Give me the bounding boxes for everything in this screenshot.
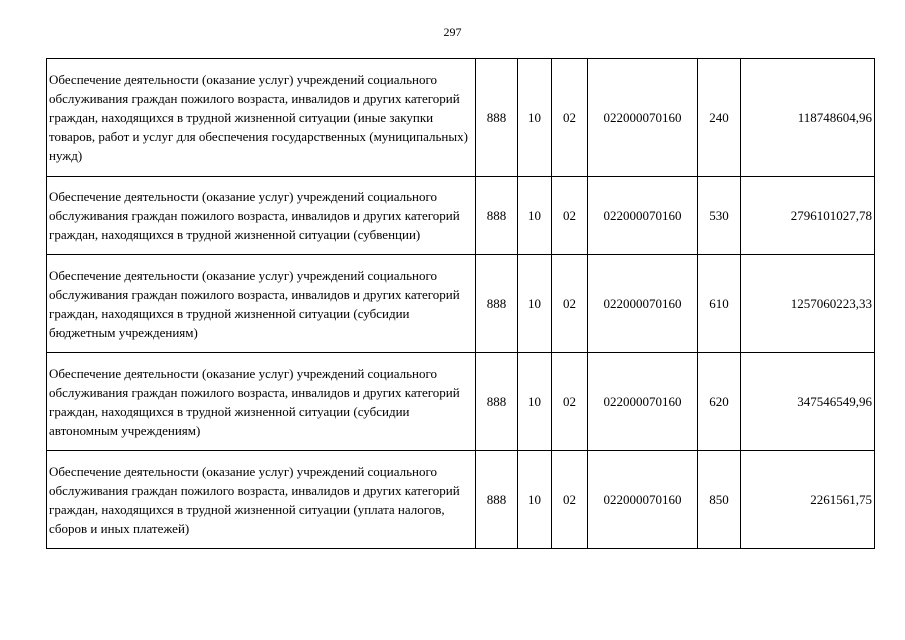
table-row bbox=[47, 59, 875, 177]
sum-cell: 118748604,96 bbox=[741, 59, 875, 177]
section-code-cell: 10 bbox=[518, 451, 552, 549]
target-article-cell: 022000070160 bbox=[588, 59, 698, 177]
section-code-cell: 10 bbox=[518, 59, 552, 177]
section-code-cell: 10 bbox=[518, 353, 552, 451]
page-number: 297 bbox=[443, 25, 462, 39]
subsection-code-cell: 02 bbox=[552, 451, 588, 549]
expense-type-cell: 530 bbox=[698, 177, 741, 255]
ministry-code-cell: 888 bbox=[476, 255, 518, 353]
ministry-code-cell: 888 bbox=[476, 177, 518, 255]
target-article-cell: 022000070160 bbox=[588, 451, 698, 549]
expense-type-cell: 850 bbox=[698, 451, 741, 549]
target-article-cell: 022000070160 bbox=[588, 255, 698, 353]
target-article-cell: 022000070160 bbox=[588, 177, 698, 255]
subsection-code-cell: 02 bbox=[552, 59, 588, 177]
expense-name-cell: Обеспечение деятельности (оказание услуг) учреждений социального обслуживания граждан пожилого возраста, инвалидов и других категорий граждан, находящихся в трудной жизненной ситуации (субсидии бюджетным учреждениям) bbox=[47, 255, 476, 353]
subsection-code-cell: 02 bbox=[552, 177, 588, 255]
subsection-code-cell: 02 bbox=[552, 255, 588, 353]
table-row bbox=[47, 255, 875, 353]
expense-name-cell: Обеспечение деятельности (оказание услуг) учреждений социального обслуживания граждан пожилого возраста, инвалидов и других категорий граждан, находящихся в трудной жизненной ситуации (субвенции) bbox=[47, 177, 476, 255]
section-code-cell: 10 bbox=[518, 177, 552, 255]
table-row bbox=[47, 451, 875, 549]
expense-name-cell: Обеспечение деятельности (оказание услуг) учреждений социального обслуживания граждан пожилого возраста, инвалидов и других категорий граждан, находящихся в трудной жизненной ситуации (уплата налогов, сборов и иных платежей) bbox=[47, 451, 476, 549]
subsection-code-cell: 02 bbox=[552, 353, 588, 451]
table-row bbox=[47, 177, 875, 255]
expense-type-cell: 610 bbox=[698, 255, 741, 353]
section-code-cell: 10 bbox=[518, 255, 552, 353]
expense-type-cell: 620 bbox=[698, 353, 741, 451]
sum-cell: 347546549,96 bbox=[741, 353, 875, 451]
target-article-cell: 022000070160 bbox=[588, 353, 698, 451]
sum-cell: 2261561,75 bbox=[741, 451, 875, 549]
budget-table bbox=[46, 58, 875, 549]
sum-cell: 1257060223,33 bbox=[741, 255, 875, 353]
ministry-code-cell: 888 bbox=[476, 59, 518, 177]
expense-type-cell: 240 bbox=[698, 59, 741, 177]
sum-cell: 2796101027,78 bbox=[741, 177, 875, 255]
table-row bbox=[47, 353, 875, 451]
expense-name-cell: Обеспечение деятельности (оказание услуг) учреждений социального обслуживания граждан пожилого возраста, инвалидов и других категорий граждан, находящихся в трудной жизненной ситуации (иные закупки товаров, работ и услуг для обеспечения государственных (муниципальных) нужд) bbox=[47, 59, 476, 177]
ministry-code-cell: 888 bbox=[476, 353, 518, 451]
ministry-code-cell: 888 bbox=[476, 451, 518, 549]
expense-name-cell: Обеспечение деятельности (оказание услуг) учреждений социального обслуживания граждан пожилого возраста, инвалидов и других категорий граждан, находящихся в трудной жизненной ситуации (субсидии автономным учреждениям) bbox=[47, 353, 476, 451]
